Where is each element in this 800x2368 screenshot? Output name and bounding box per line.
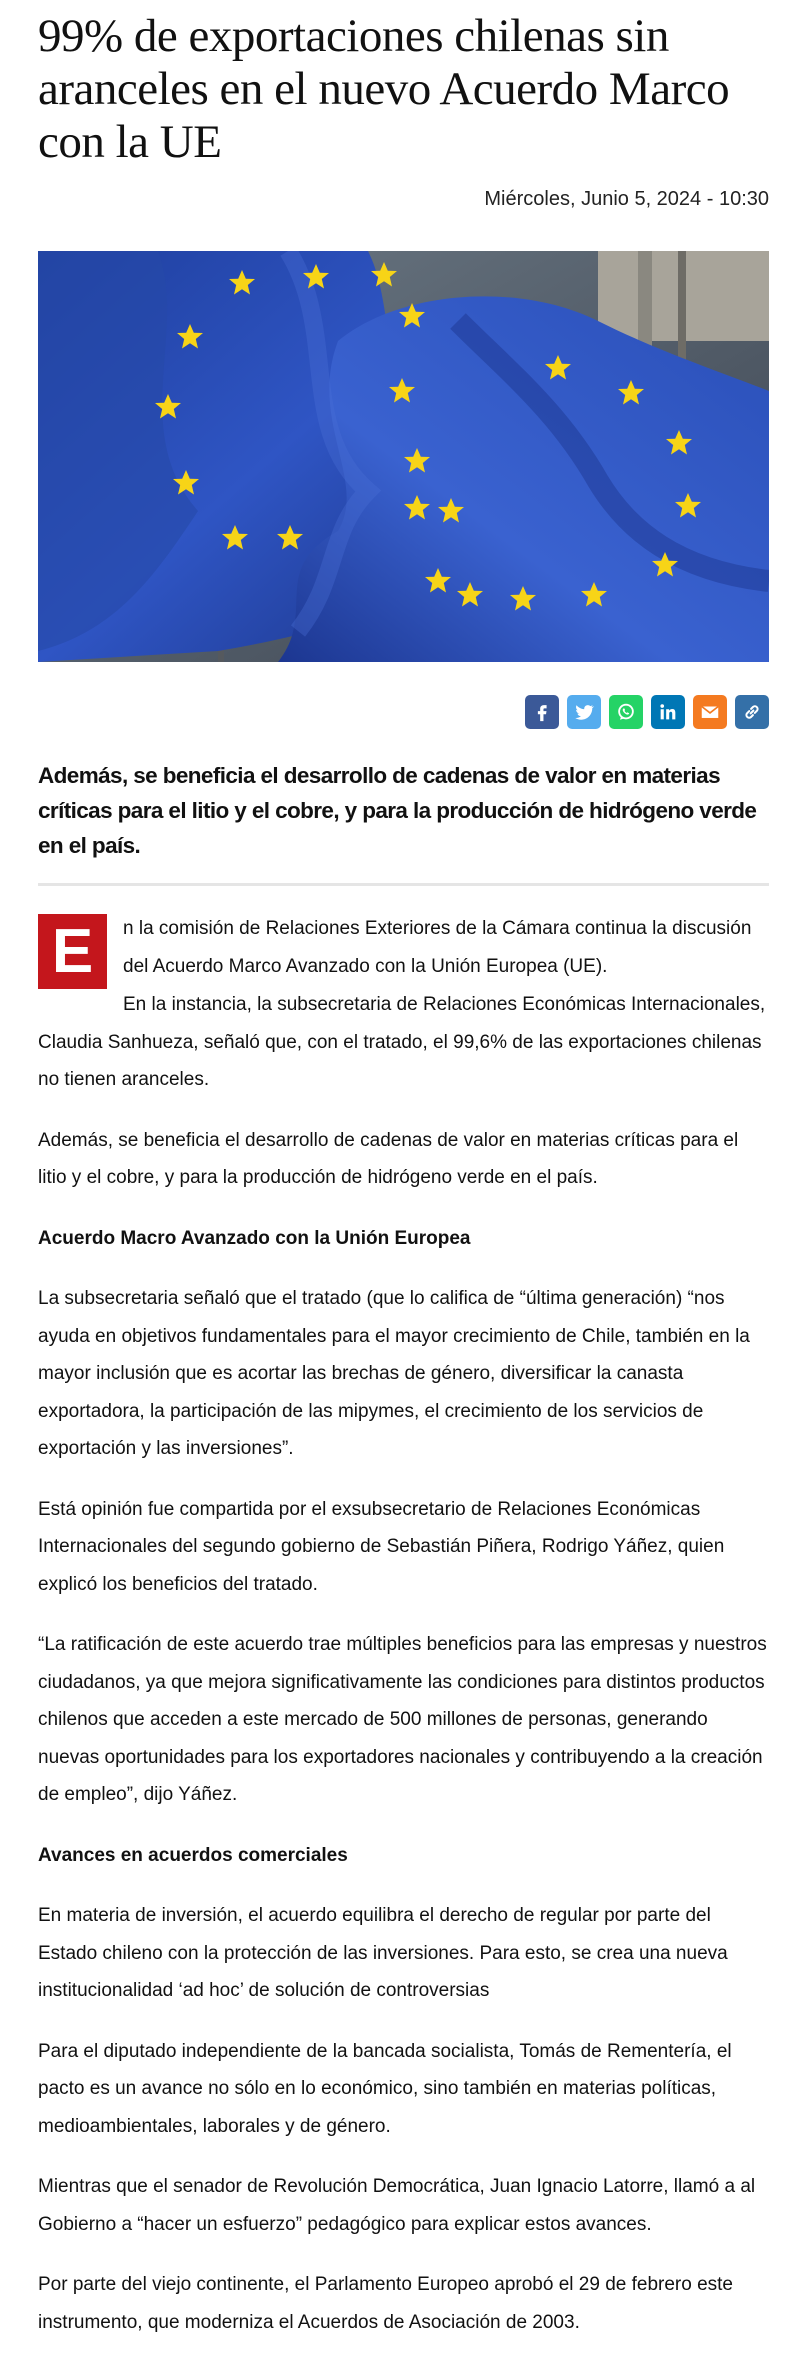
- article-title: 99% de exportaciones chilenas sin aranceles en el nuevo Acuerdo Marco con la UE: [38, 10, 730, 168]
- email-share-button[interactable]: [693, 695, 727, 729]
- facebook-share-button[interactable]: [525, 695, 559, 729]
- facebook-icon: [531, 701, 553, 723]
- paragraph-7: En materia de inversión, el acuerdo equilibra el derecho de regular por parte del Estado chileno con la protección de las inversiones. Para esto, se crea una nueva institucionalidad ‘ad hoc’ de solución de controversias: [38, 1905, 728, 2001]
- twitter-share-button[interactable]: [567, 695, 601, 729]
- linkedin-share-button[interactable]: [651, 695, 685, 729]
- paragraph-8: Para el diputado independiente de la bancada socialista, Tomás de Rementería, el pacto es un avance no sólo en lo económico, sino también en materias políticas, medioambientales, laborales y de género.: [38, 2040, 732, 2137]
- paragraph-9: Mientras que el senador de Revolución Democrática, Juan Ignacio Latorre, llamó a al Gobierno a “hacer un esfuerzo” pedagógico para explicar estos avances.: [38, 2176, 756, 2235]
- paragraph-3: Además, se beneficia el desarrollo de cadenas de valor en materias críticas para el litio y el cobre, y para la producción de hidrógeno verde en el país.: [38, 1129, 739, 1188]
- hero-image: [38, 251, 769, 662]
- subheading-acuerdo: Acuerdo Macro Avanzado con la Unión Europea: [38, 1227, 471, 1249]
- linkedin-icon: [657, 701, 679, 723]
- paragraph-4: La subsecretaria señaló que el tratado (que lo califica de “última generación) “nos ayuda en objetivos fundamentales para el mayor crecimiento de Chile, también en la mayor inclusión que es acortar las brechas de género, diversificar la canasta exportadora, la participación de las mipymes, el crecimiento de los servicios de exportación y las inversiones”.: [38, 1288, 750, 1459]
- paragraph-2: En la instancia, la subsecretaria de Relaciones Económicas Internacionales, Claudia Sanhueza, señaló que, con el tratado, el 99,6% de las exportaciones chilenas no tienen aranceles.: [38, 994, 766, 1090]
- article: [38, 0, 769, 2364]
- paragraph-5: Está opinión fue compartida por el exsubsecretario de Relaciones Económicas Internacionales del segundo gobierno de Sebastián Piñera, Rodrigo Yáñez, quien explicó los beneficios del tratado.: [38, 1498, 725, 1595]
- share-bar: [38, 695, 769, 730]
- paragraph-6: “La ratificación de este acuerdo trae múltiples beneficios para las empresas y nuestros ciudadanos, ya que mejora significativamente las condiciones para distintos productos chilenos que acceden a este mercado de 500 millones de personas, generando nuevas oportunidades para los exportadores nacionales y contribuyendo a la creación de empleo”, dijo Yáñez.: [38, 1634, 767, 1805]
- article-body: [38, 910, 769, 2341]
- article-date: Miércoles, Junio 5, 2024 - 10:30: [484, 188, 769, 210]
- email-icon: [699, 701, 721, 723]
- whatsapp-share-button[interactable]: [609, 695, 643, 729]
- copy-link-button[interactable]: [735, 695, 769, 729]
- paragraph-10: Por parte del viejo continente, el Parlamento Europeo aprobó el 29 de febrero este instrumento, que moderniza el Acuerdos de Asociación de 2003.: [38, 2274, 734, 2333]
- dropcap-letter: E: [38, 914, 107, 989]
- eu-flags-icon: [38, 251, 769, 662]
- link-icon: [741, 701, 763, 723]
- subheading-avances: Avances en acuerdos comerciales: [38, 1844, 348, 1866]
- paragraph-1: n la comisión de Relaciones Exteriores de la Cámara continua la discusión del Acuerdo Marco Avanzado con la Unión Europea (UE).: [123, 918, 752, 977]
- whatsapp-icon: [615, 701, 637, 723]
- twitter-icon: [573, 701, 595, 723]
- article-summary: Además, se beneficia el desarrollo de cadenas de valor en materias críticas para el litio y el cobre, y para la producción de hidrógeno verde en el país.: [38, 758, 769, 886]
